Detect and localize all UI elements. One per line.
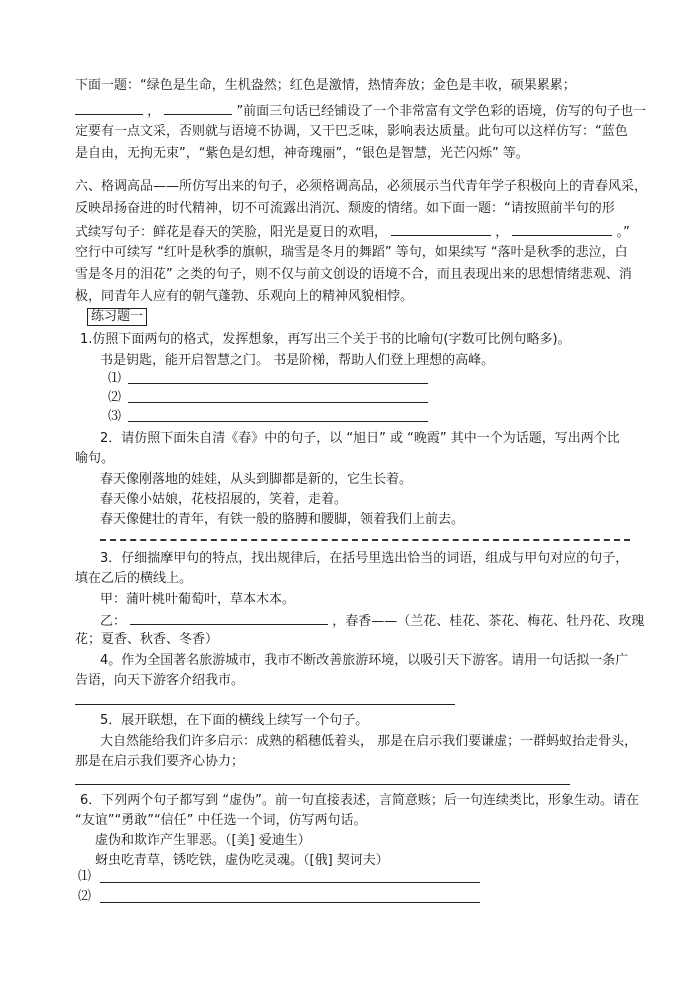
para1-line4: 是自由，无拘无束”，“紫色是幻想，神奇瑰丽”，“银色是智慧，光芒闪烁” 等。 (75, 146, 529, 161)
q1-example: 书是钥匙，能开启智慧之门。 书是阶梯，帮助人们登上理想的高峰。 (100, 353, 495, 368)
q6-answer-1-label: ⑴ (78, 869, 92, 884)
para1-line2 (75, 101, 646, 121)
blank-separator: ， (147, 104, 161, 119)
q1-prompt: 1.仿照下面两句的格式，发挥想象，再写出三个关于书的比喻句(字数可比例句略多)。 (80, 332, 571, 347)
q2-example-2: 春天像小姑娘，花枝招展的，笑着，走着。 (100, 492, 348, 507)
q4-answer-line[interactable] (75, 704, 455, 705)
para2-line4: 空行中可续写 “红叶是秋季的旗帜，瑞雪是冬月的舞蹈” 等句，如果续写 “落叶是秋季的悲泣，白 (75, 245, 628, 260)
para1-line1: 下面一题：“绿色是生命，生机盎然；红色是激情，热情奔放；金色是丰收，硕果累累； (75, 78, 576, 93)
fill-blank-3[interactable] (391, 222, 491, 236)
q3-sentence-yi (100, 611, 644, 631)
para2-line5: 雪是冬月的泪花” 之类的句子，则不仅与前文创设的语境不合，而且表现出来的思想情绪悲观、消 (75, 267, 632, 282)
q6-answer-2-line[interactable] (100, 902, 480, 903)
q3-prompt-line2: 填在乙后的横线上。 (75, 571, 193, 586)
q2-example-1: 春天像刚落地的娃娃，从头到脚都是新的，它生长着。 (100, 472, 413, 487)
q3-prompt-line1: 3．仔细揣摩甲句的特点，找出规律后，在括号里选出恰当的词语，组成与甲句对应的句子， (100, 551, 629, 566)
para2-line3-text: 式续写句子：鲜花是春天的笑脸，阳光是夏日的欢唱， (75, 225, 388, 240)
q3-options-line2: 花；夏香、秋香、冬香） (75, 632, 219, 647)
q6-answer-1-line[interactable] (100, 882, 480, 883)
q2-example-3: 春天像健壮的青年，有铁一般的胳膊和腰脚，领着我们上前去。 (100, 512, 465, 527)
q1-answer-2-line[interactable] (128, 402, 428, 403)
fill-blank-2[interactable] (164, 101, 232, 115)
q3-yi-label: 乙： (100, 614, 127, 629)
q2-prompt-line2: 喻句。 (75, 451, 115, 466)
q4-prompt-line2: 告语，向天下游客介绍我市。 (75, 673, 245, 688)
para2-line1: 六、格调高品——所仿写出来的句子，必须格调高品，必须展示当代青年学子积极向上的青春风采， (75, 179, 648, 194)
fill-blank-4[interactable] (512, 222, 612, 236)
para1-line2-text: ”前面三句话已经铺设了一个非常富有文学色彩的语境，仿写的句子也一 (236, 104, 647, 119)
q1-answer-2-label: ⑵ (108, 390, 122, 405)
q3-sentence-jia: 甲：蒲叶桃叶葡萄叶，草本木本。 (100, 592, 296, 607)
q3-yi-options: ，春香——（兰花、桂花、茶花、梅花、牡丹花、玫瑰 (332, 614, 645, 629)
q1-answer-1-label: ⑴ (108, 371, 122, 386)
para2-line6: 极，同青年人应有的朝气蓬勃、乐观向上的精神风貌相悖。 (75, 289, 414, 304)
q6-answer-2-label: ⑵ (78, 889, 92, 904)
fill-blank-1[interactable] (75, 101, 143, 115)
para2-line2: 反映昂扬奋进的时代精神，切不可流露出消沉、颓废的情绪。如下面一题：“请按照前半句的形 (75, 201, 615, 216)
para2-line3-end: 。” (616, 225, 630, 240)
q5-prompt: 5．展开联想，在下面的横线上续写一个句子。 (100, 713, 369, 728)
q3-answer-blank[interactable] (130, 611, 328, 625)
exercise-title-box: 练习题一 (87, 308, 147, 326)
q6-example-2: 蚜虫吃青草，锈吃铁，虚伪吃灵魂。（[俄] 契诃夫） (95, 853, 389, 868)
q6-prompt-line2: “友谊”“勇敢”“信任” 中任选一个词，仿写两句话。 (75, 813, 367, 828)
q2-prompt-line1: 2．请仿照下面朱自清《春》中的句子，以 “旭日” 或 “晚霞” 其中一个为话题，写出两个比 (100, 431, 620, 446)
q4-prompt-line1: 4。作为全国著名旅游城市，我市不断改善旅游环境，以吸引天下游客。请用一句话拟一条广 (100, 653, 629, 668)
q6-example-1: 虚伪和欺诈产生罪恶。（[美] 爱迪生） (95, 833, 311, 848)
q6-prompt-line1: 6．下列两个句子都写到 “虚伪”。前一句直接表述，言简意赅；后一句连续类比，形象生动。请在 (80, 793, 639, 808)
q1-answer-3-line[interactable] (128, 421, 428, 422)
q1-answer-1-line[interactable] (128, 383, 428, 384)
blank-separator: ， (495, 225, 509, 240)
para1-line3: 定要有一点文采，否则就与语境不协调，又干巴乏味，影响表达质量。此句可以这样仿写：“蓝色 (75, 124, 628, 139)
q5-answer-line[interactable] (75, 784, 570, 785)
para2-line3 (75, 222, 630, 242)
q5-text-line1: 大自然能给我们许多启示：成熟的稻穗低着头， 那是在启示我们要谦虚；一群蚂蚁抬走骨头， (100, 734, 638, 749)
q2-answer-line[interactable] (100, 539, 630, 541)
q1-answer-3-label: ⑶ (108, 409, 122, 424)
q5-text-line2: 那是在启示我们要齐心协力； (75, 754, 245, 769)
